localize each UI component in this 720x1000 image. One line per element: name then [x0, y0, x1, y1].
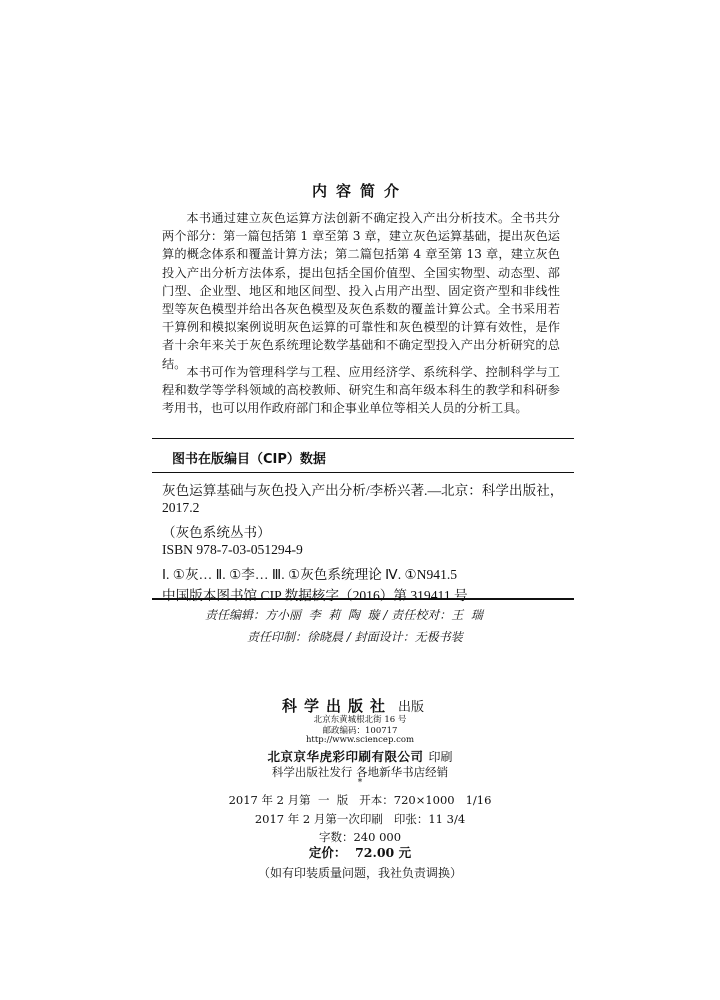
- cip-top-rule: [152, 438, 574, 439]
- cip-line-title: 灰色运算基础与灰色投入产出分析/李桥兴著.—北京：科学出版社，: [162, 483, 564, 498]
- credit-editors: 责任编辑：方小丽 李 莉 陶 璇 / 责任校对：王 瑞: [205, 608, 483, 622]
- cip-bottom-rule: [152, 598, 574, 600]
- cip-line-classification: Ⅰ. ①灰… Ⅱ. ①李… Ⅲ. ①灰色系统理论 Ⅳ. ①N941.5: [162, 567, 458, 582]
- separator-asterisk: *: [357, 778, 363, 788]
- publisher-postcode: 邮政编码：100717: [322, 726, 398, 736]
- cip-line-date: 2017.2: [162, 500, 200, 515]
- printing-line: 2017 年 2 月第一次印刷 印张：11 3/4: [254, 812, 466, 826]
- publisher-name: 科学出版社: [282, 697, 393, 715]
- summary-paragraph-1: 本书通过建立灰色运算方法创新不确定投入产出分析技术。全书共分两个部分：第一篇包括第 1 章至第 3 章，建立灰色运算基础，提出灰色运算的概念体系和覆盖计算方法；第二篇包括第 4 章至第 13 章，建立灰色投入产出分析方法体系，提出包括全国价值型、全国实物型、动态型、部门型、企业型、地区和地区间型、投入占用产出型、固定资产型和非线性型等灰色模型并给出各灰色模型及灰色系数的覆盖计算公式。全书采用若干算例和模拟案例说明灰色运算的可靠性和灰色模型的计算有效性，是作者十余年来关于灰色系统理论数学基础和不确定型投入产出分析研究的总结。: [162, 211, 560, 371]
- edition-line: 2017 年 2 月第 一 版 开本：720×1000 1/16: [228, 793, 492, 807]
- summary-paragraph-2: 本书可作为管理科学与工程、应用经济学、系统科学、控制科学与工程和数学等学科领域的高校教师、研究生和高年级本科生的教学和科研参考用书，也可以用作政府部门和企事业单位等相关人员的分析工具。: [162, 365, 560, 416]
- summary-title: 内容简介: [311, 182, 408, 200]
- cip-line-series: （灰色系统丛书）: [162, 525, 271, 540]
- cip-line-isbn: ISBN 978-7-03-051294-9: [162, 542, 303, 557]
- distribution-note: 科学出版社发行 各地新华书店经销: [271, 765, 449, 779]
- price: 定价： 72.00 元: [308, 845, 412, 860]
- publisher-address: 北京东黄城根北街 16 号: [313, 715, 407, 725]
- printer-name: 北京京华虎彩印刷有限公司: [267, 749, 424, 764]
- printer-line: [0, 746, 720, 765]
- publisher-url: http://www.sciencep.com: [305, 735, 415, 745]
- printer-suffix: 印刷: [428, 750, 453, 764]
- publisher-suffix: 出版: [398, 700, 425, 715]
- word-count: 字数：240 000: [318, 830, 402, 844]
- cip-header: 图书在版编目（CIP）数据: [172, 452, 326, 467]
- cip-line-record-number: 中国版本图书馆 CIP 数据核字（2016）第 319411 号: [162, 588, 468, 603]
- credit-print-cover: 责任印制：徐晓晨 / 封面设计：无极书装: [247, 630, 463, 644]
- return-note: （如有印装质量问题，我社负责调换）: [257, 866, 462, 880]
- cip-header-rule: [152, 472, 574, 473]
